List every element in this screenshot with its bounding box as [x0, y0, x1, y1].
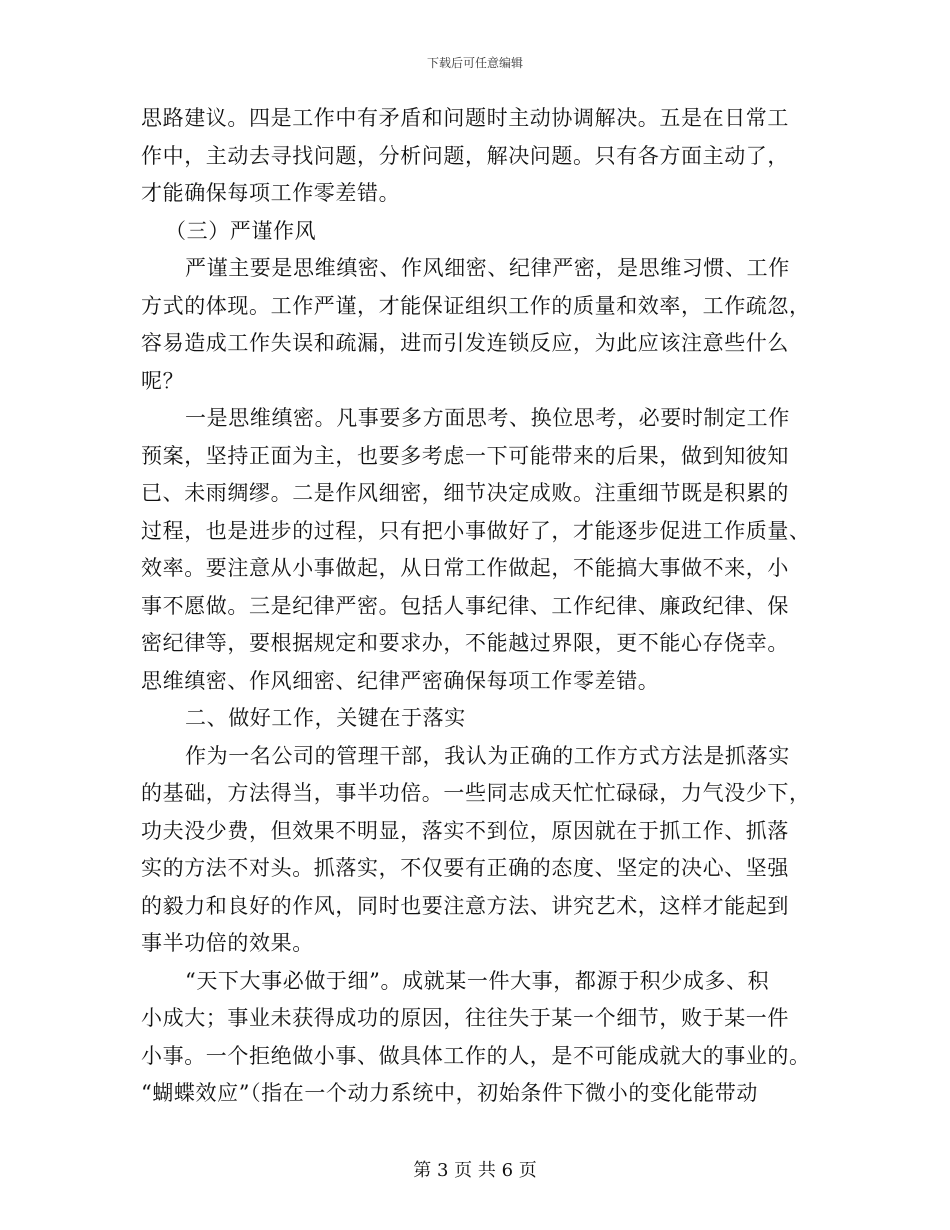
text-line: 思维缜密、作风细密、纪律严密确保每项工作零差错。	[141, 668, 660, 693]
text-line: 严谨主要是思维缜密、作风细密、纪律严密，是思维习惯、工作	[185, 256, 790, 280]
text-line: 效率。要注意从小事做起，从日常工作做起，不能搞大事做不来，小	[141, 556, 789, 580]
text-line: “天下大事必做于细”。成就某一件大事，都源于积少成多、积	[185, 968, 770, 993]
text-line: 实的方法不对头。抓落实，不仅要有正确的态度、坚定的决心、坚强	[141, 856, 789, 880]
text-line: 预案，坚持正面为主，也要多考虑一下可能带来的后果，做到知彼知	[141, 443, 789, 468]
text-line: 思路建议。四是工作中有矛盾和问题时主动协调解决。五是在日常工	[141, 106, 789, 130]
text-line: 已、未雨绸缪。二是作风细密，细节决定成败。注重细节既是积累的	[141, 481, 789, 505]
text-line: 一是思维缜密。凡事要多方面思考、换位思考，必要时制定工作	[185, 406, 790, 430]
heading-line: （三）严谨作风	[165, 218, 317, 243]
text-line: 的毅力和良好的作风，同时也要注意方法、讲究艺术，这样才能起到	[141, 893, 789, 918]
heading-line: 二、做好工作，关键在于落实	[185, 706, 466, 730]
paragraph-implementation	[141, 738, 809, 963]
text-line: 的基础，方法得当，事半功倍。一些同志成天忙忙碌碌，力气没少下，	[141, 781, 811, 805]
text-line: 事半功倍的效果。	[141, 931, 314, 955]
text-line: “蝴蝶效应”（指在一个动力系统中，初始条件下微小的变化能带动	[141, 1081, 758, 1105]
section-heading-implementation	[141, 700, 809, 738]
text-line: 小事。一个拒绝做小事、做具体工作的人，是不可能成就大的事业的。	[141, 1043, 811, 1068]
text-line: 容易造成工作失误和疏漏，进而引发连锁反应，为此应该注意些什么	[141, 331, 789, 355]
text-line: 过程，也是进步的过程，只有把小事做好了，才能逐步促进工作质量、	[141, 518, 811, 543]
section-heading-strict-style	[141, 213, 809, 251]
paragraph-continued	[141, 100, 809, 213]
text-line: 才能确保每项工作零差错。	[141, 181, 401, 205]
document-body	[141, 100, 809, 1113]
text-line: 作为一名公司的管理干部，我认为正确的工作方式方法是抓落实	[185, 743, 790, 768]
page-header-note: 下载后可任意编辑	[426, 56, 523, 70]
paragraph-strict-details	[141, 400, 809, 700]
text-line: 呢？	[141, 368, 185, 393]
text-line: 密纪律等，要根据规定和要求办，不能越过界限，更不能心存侥幸。	[141, 631, 789, 655]
text-line: 小成大；事业未获得成功的原因，往往失于某一个细节，败于某一件	[141, 1006, 789, 1030]
paragraph-details-matter	[141, 963, 809, 1113]
paragraph-strict-intro	[141, 250, 809, 400]
page-footer-number: 第 3 页 共 6 页	[413, 1160, 537, 1181]
text-line: 作中，主动去寻找问题，分析问题，解决问题。只有各方面主动了，	[141, 143, 789, 168]
text-line: 功夫没少费，但效果不明显，落实不到位，原因就在于抓工作、抓落	[141, 818, 789, 843]
text-line: 事不愿做。三是纪律严密。包括人事纪律、工作纪律、廉政纪律、保	[141, 593, 789, 618]
text-line: 方式的体现。工作严谨，才能保证组织工作的质量和效率，工作疏忽，	[141, 293, 811, 318]
